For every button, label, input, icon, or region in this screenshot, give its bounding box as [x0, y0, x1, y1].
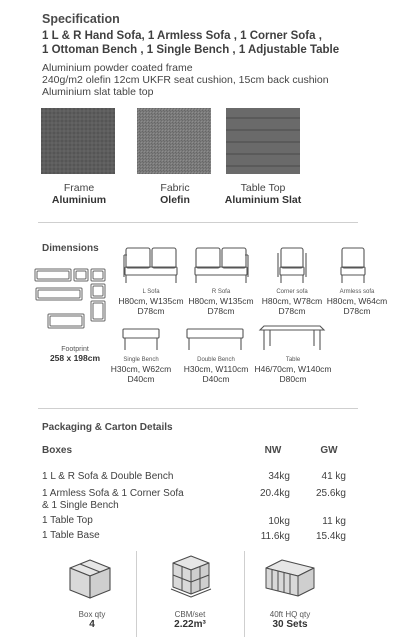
- item-dimension: D80cm: [279, 374, 307, 384]
- footprint-label: Footprint: [61, 346, 89, 353]
- swatch-value: Aluminium: [51, 194, 107, 206]
- item-name: Double Bench: [197, 357, 235, 363]
- item-name: R Sofa: [211, 289, 231, 295]
- fabric-swatch: [137, 108, 211, 174]
- armless-sofa-caption: [324, 289, 390, 316]
- table-drawing: [258, 322, 326, 354]
- specification-heading: [42, 30, 392, 57]
- r-sofa-drawing: [190, 245, 252, 289]
- specification-title: Specification: [42, 12, 120, 26]
- column-header-gw: GW: [320, 445, 338, 456]
- item-name: Table: [285, 357, 301, 363]
- box-description: 1 Table Base: [42, 530, 100, 541]
- gw-value: 41 kg: [321, 471, 346, 482]
- spec-detail-cushion: 240g/m2 olefin 12cm UKFR seat cushion, 15cm back cushion: [42, 74, 329, 86]
- cbm-value: 2.22m³: [174, 619, 206, 630]
- table-row: [42, 488, 252, 511]
- container-qty-caption: [250, 610, 330, 630]
- section-divider: [38, 408, 358, 409]
- specification-heading-line1: 1 L & R Hand Sofa, 1 Armless Sofa , 1 Corner Sofa ,: [42, 30, 322, 42]
- table-row: [42, 471, 252, 483]
- l-sofa-caption: [116, 289, 186, 316]
- cbm-label: CBM/set: [174, 610, 206, 619]
- single-bench-caption: [108, 357, 174, 384]
- packaging-title: Packaging & Carton Details: [42, 422, 173, 433]
- column-header-nw: NW: [264, 445, 282, 456]
- swatch-caption-frame: [36, 182, 122, 206]
- item-name: Armless sofa: [339, 289, 375, 295]
- box-icon: [66, 556, 114, 600]
- pallet-icon: [167, 553, 215, 601]
- table-caption: [250, 357, 336, 384]
- section-divider: [38, 222, 358, 223]
- item-name: Single Bench: [123, 357, 159, 363]
- gw-value: 11 kg: [322, 516, 346, 527]
- footprint-drawing: [34, 266, 110, 338]
- box-qty-label: Box qty: [78, 610, 106, 619]
- double-bench-drawing: [184, 326, 246, 354]
- column-header-boxes: Boxes: [42, 445, 73, 456]
- box-qty-caption: [52, 610, 132, 630]
- double-bench-caption: [178, 357, 254, 384]
- box-description-cont: & 1 Single Bench: [42, 499, 119, 511]
- single-bench-drawing: [120, 326, 162, 354]
- swatch-label: Frame: [63, 182, 95, 194]
- swatch-caption-tabletop: [213, 182, 313, 206]
- nw-value: 20.4kg: [259, 488, 290, 499]
- box-qty-value: 4: [89, 619, 95, 630]
- nw-value: 11.6kg: [260, 531, 290, 542]
- item-dimension: H80cm, W78cm: [261, 296, 323, 306]
- item-dimension: D40cm: [202, 374, 230, 384]
- swatch-caption-fabric: [132, 182, 218, 206]
- specification-details: [42, 62, 392, 98]
- box-description: 1 L & R Sofa & Double Bench: [42, 471, 174, 482]
- item-dimension: H30cm, W110cm: [183, 364, 249, 374]
- table-row: [42, 515, 252, 527]
- gw-value: 15.4kg: [315, 531, 346, 542]
- l-sofa-drawing: [120, 245, 182, 289]
- nw-value: 34kg: [268, 471, 290, 482]
- footprint-value: 258 x 198cm: [49, 353, 101, 363]
- table-row: [42, 530, 252, 542]
- r-sofa-caption: [186, 289, 256, 316]
- nw-value: 10kg: [268, 516, 290, 527]
- specification-heading-line2: 1 Ottoman Bench , 1 Single Bench , 1 Adjustable Table: [42, 43, 340, 56]
- footprint-caption: [30, 346, 120, 363]
- item-dimension: D78cm: [207, 306, 235, 316]
- item-dimension: D78cm: [137, 306, 165, 316]
- swatch-value: Olefin: [160, 194, 190, 206]
- tabletop-swatch: [226, 108, 300, 174]
- spec-detail-frame: Aluminium powder coated frame: [42, 62, 193, 74]
- dimensions-title: Dimensions: [42, 243, 99, 254]
- item-dimension: H46/70cm, W140cm: [254, 364, 332, 374]
- column-divider: [244, 551, 245, 637]
- cbm-caption: [150, 610, 230, 630]
- container-qty-label: 40ft HQ qty: [269, 610, 311, 619]
- item-dimension: D78cm: [278, 306, 306, 316]
- armless-sofa-drawing: [336, 245, 370, 289]
- item-dimension: H80cm, W135cm: [118, 296, 184, 306]
- item-dimension: H80cm, W64cm: [326, 296, 388, 306]
- box-description: 1 Armless Sofa & 1 Corner Sofa: [42, 488, 184, 499]
- container-icon: [262, 556, 318, 600]
- swatch-label: Table Top: [240, 182, 286, 194]
- swatch-label: Fabric: [160, 182, 190, 194]
- item-name: L Sofa: [142, 289, 160, 295]
- gw-value: 25.6kg: [315, 488, 346, 499]
- item-dimension: D78cm: [343, 306, 371, 316]
- item-name: Corner sofa: [276, 289, 308, 295]
- box-description: 1 Table Top: [42, 515, 93, 526]
- spec-detail-table: Aluminium slat table top: [42, 86, 154, 98]
- item-dimension: H80cm, W135cm: [188, 296, 254, 306]
- container-qty-value: 30 Sets: [272, 619, 308, 630]
- corner-sofa-caption: [258, 289, 326, 316]
- frame-swatch: [41, 108, 115, 174]
- swatch-value: Aluminium Slat: [224, 194, 302, 206]
- item-dimension: H30cm, W62cm: [110, 364, 172, 374]
- corner-sofa-drawing: [275, 245, 309, 289]
- item-dimension: D40cm: [127, 374, 155, 384]
- column-divider: [136, 551, 137, 637]
